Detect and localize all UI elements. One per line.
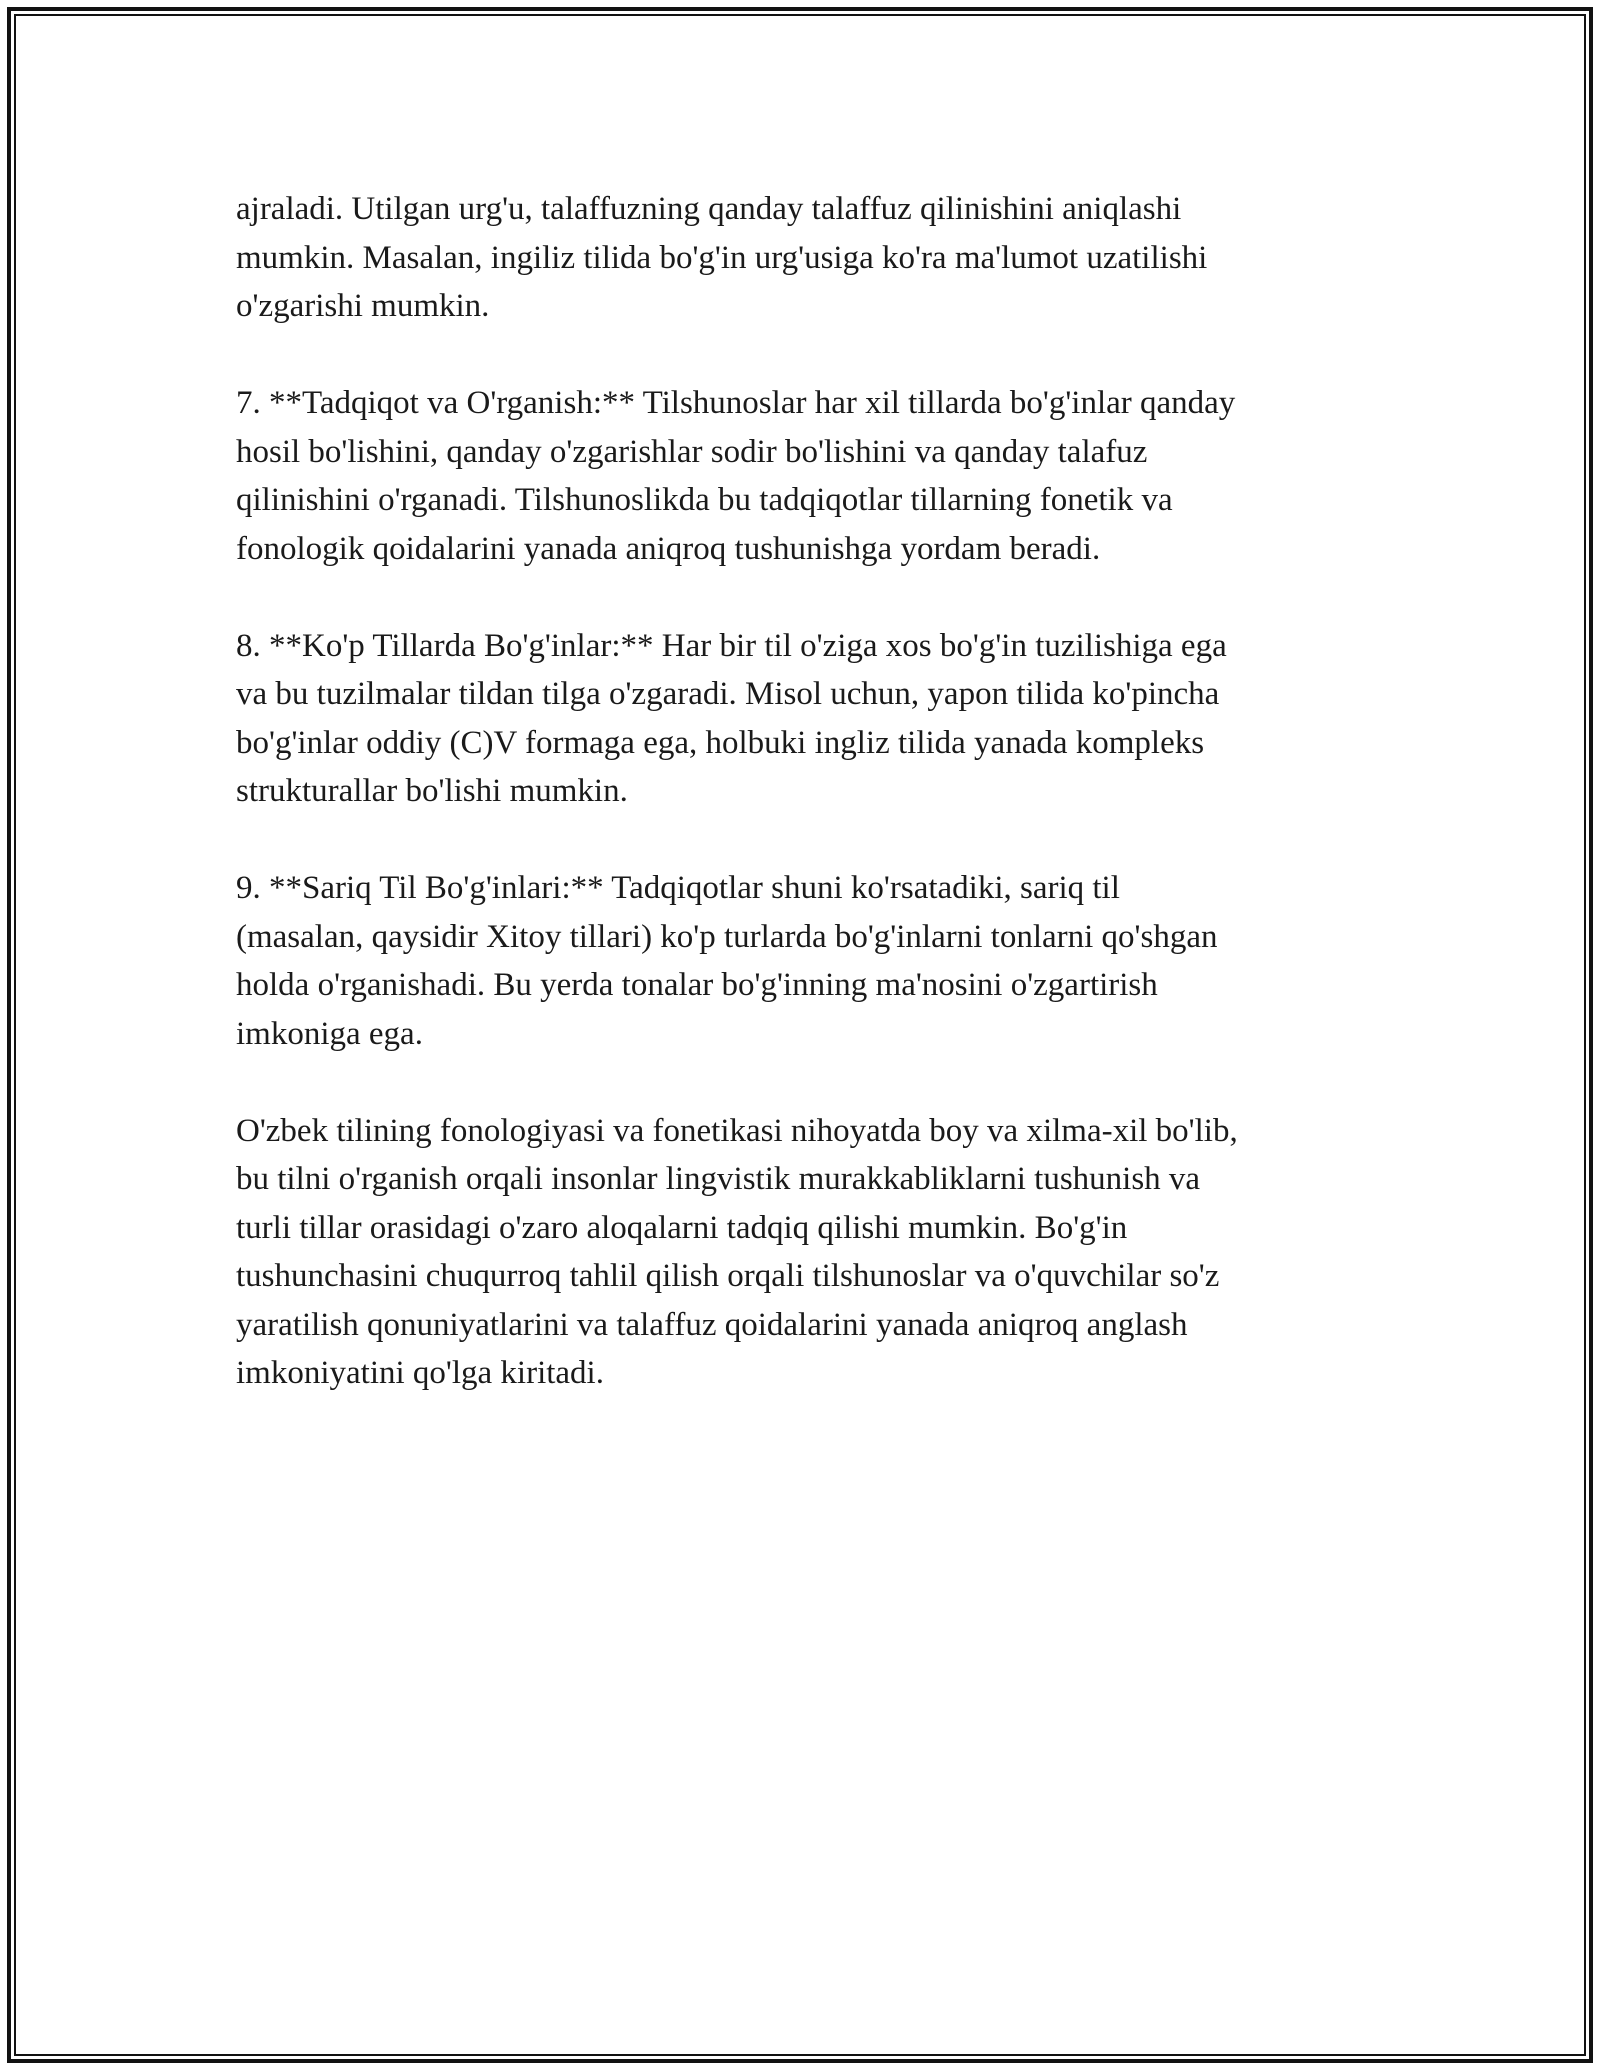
- text-line: 9. **Sariq Til Bo'g'inlari:** Tadqiqotlar shuni ko'rsatadiki, sariq til: [236, 870, 1120, 906]
- text-line: 7. **Tadqiqot va O'rganish:** Tilshunoslar har xil tillarda bo'g'inlar qanday: [236, 385, 1236, 421]
- text-line: bu tilni o'rganish orqali insonlar lingvistik murakkabliklarni tushunish va: [236, 1161, 1201, 1197]
- text-line: holda o'rganishadi. Bu yerda tonalar bo'g'inning ma'nosini o'zgartirish: [236, 967, 1158, 1003]
- text-line: va bu tuzilmalar tildan tilga o'zgaradi. Misol uchun, yapon tilida ko'pincha: [236, 676, 1220, 712]
- text-line: (masalan, qaysidir Xitoy tillari) ko'p turlarda bo'g'inlarni tonlarni qo'shgan: [236, 918, 1218, 955]
- paragraph-item-8: [236, 622, 1356, 816]
- text-line: imkoniga ega.: [236, 1015, 423, 1052]
- paragraph-item-7: [236, 379, 1356, 573]
- paragraph-conclusion: [236, 1107, 1356, 1398]
- text-line: imkoniyatini qo'lga kiritadi.: [236, 1355, 604, 1391]
- text-line: turli tillar orasidagi o'zaro aloqalarni tadqiq qilishi mumkin. Bo'g'in: [236, 1209, 1128, 1246]
- text-line: bo'g'inlar oddiy (C)V formaga ega, holbuki ingliz tilida yanada kompleks: [236, 724, 1205, 761]
- paragraph-item-9: [236, 864, 1356, 1058]
- text-line: o'zgarishi mumkin.: [236, 288, 490, 324]
- text-line: yaratilish qonuniyatlarini va talaffuz qoidalarini yanada aniqroq anglash: [236, 1306, 1188, 1343]
- text-line: O'zbek tilining fonologiyasi va fonetikasi nihoyatda boy va xilma-xil bo'lib,: [236, 1112, 1238, 1149]
- paragraph-urgu-continuation: [236, 185, 1356, 331]
- text-line: fonologik qoidalarini yanada aniqroq tushunishga yordam beradi.: [236, 530, 1101, 567]
- text-line: strukturallar bo'lishi mumkin.: [236, 773, 628, 809]
- text-line: 8. **Ko'p Tillarda Bo'g'inlar:** Har bir til o'ziga xos bo'g'in tuzilishiga ega: [236, 627, 1227, 664]
- text-line: tushunchasini chuqurroq tahlil qilish orqali tilshunoslar va o'quvchilar so'z: [236, 1258, 1220, 1294]
- text-line: qilinishini o'rganadi. Tilshunoslikda bu tadqiqotlar tillarning fonetik va: [236, 482, 1173, 518]
- document-body: [236, 185, 1356, 1446]
- text-line: ajraladi. Utilgan urg'u, talaffuzning qanday talaffuz qilinishini aniqlashi: [236, 191, 1182, 227]
- text-line: mumkin. Masalan, ingiliz tilida bo'g'in urg'usiga ko'ra ma'lumot uzatilishi: [236, 239, 1208, 276]
- text-line: hosil bo'lishini, qanday o'zgarishlar sodir bo'lishini va qanday talafuz: [236, 433, 1148, 470]
